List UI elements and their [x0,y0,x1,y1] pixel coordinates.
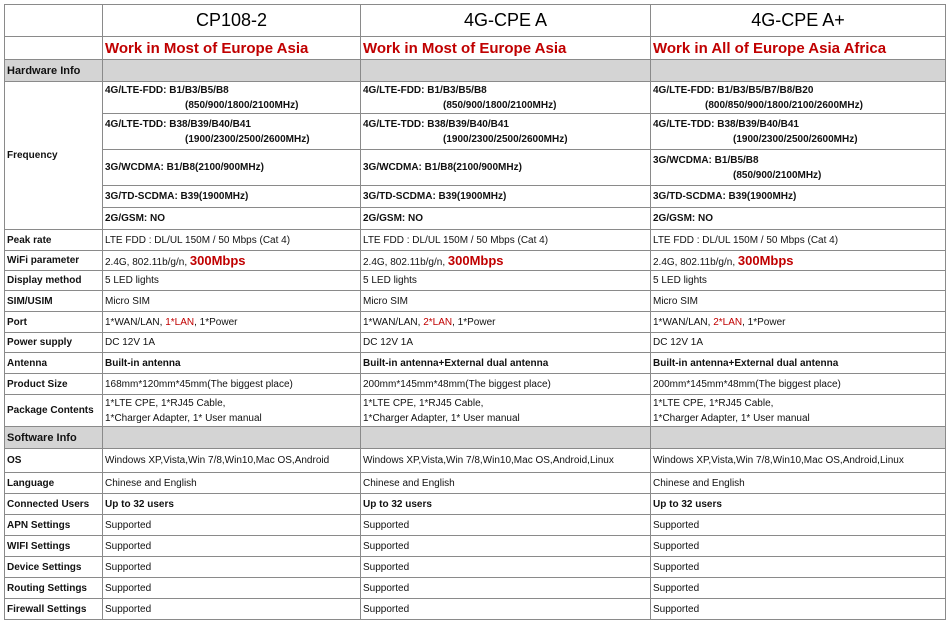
port-cell [103,312,361,333]
power-label: Power supply [5,333,103,353]
corner-cell [5,5,103,37]
column-title: 4G-CPE A [361,5,651,37]
wcdma-cell: 3G/WCDMA: B1/B8(2100/900MHz) [103,150,361,186]
wcdma-cell [651,150,946,186]
section-title: Hardware Info [5,60,103,82]
firewall-cell: Supported [103,599,361,620]
section-fill [103,427,361,449]
fdd-line: 4G/LTE-FDD: B1/B3/B5/B8 [363,84,487,96]
device-cell: Supported [361,557,651,578]
users-cell: Up to 32 users [103,494,361,515]
tdd-bands: (1900/2300/2500/2600MHz) [185,133,310,145]
fdd-line: 4G/LTE-FDD: B1/B3/B5/B7/B8/B20 [653,84,814,96]
language-row [5,473,946,494]
coverage-cell: Work in Most of Europe Asia [103,37,361,60]
device-label: Device Settings [5,557,103,578]
column-title: 4G-CPE A+ [651,5,946,37]
language-cell: Chinese and English [651,473,946,494]
tdscdma-cell: 3G/TD-SCDMA: B39(1900MHz) [651,186,946,208]
fdd-cell [103,82,361,114]
frequency-row-gsm [5,208,946,230]
tdd-bands: (1900/2300/2500/2600MHz) [733,133,858,145]
comparison-table [4,4,946,620]
tdd-line: 4G/LTE-TDD: B38/B39/B40/B41 [105,118,251,130]
apn-cell: Supported [103,515,361,536]
size-label: Product Size [5,374,103,395]
port-power: , 1*Power [194,316,238,328]
tdd-cell [361,114,651,150]
routing-cell: Supported [103,578,361,599]
gsm-cell: 2G/GSM: NO [651,208,946,230]
wcdma-cell: 3G/WCDMA: B1/B8(2100/900MHz) [361,150,651,186]
apn-cell: Supported [361,515,651,536]
port-lan: 2*LAN [713,316,743,328]
peak-rate-cell: LTE FDD : DL/UL 150M / 50 Mbps (Cat 4) [103,230,361,251]
port-lan: 1*LAN [165,316,195,328]
apn-label: APN Settings [5,515,103,536]
antenna-label: Antenna [5,353,103,374]
section-fill [103,60,361,82]
tdscdma-cell: 3G/TD-SCDMA: B39(1900MHz) [103,186,361,208]
wifi-value: 2.4G, 802.11b/g/n, [653,257,736,268]
size-cell: 200mm*145mm*48mm(The biggest place) [651,374,946,395]
package-cell [651,395,946,427]
section-fill [361,427,651,449]
sim-cell: Micro SIM [361,291,651,312]
firewall-label: Firewall Settings [5,599,103,620]
firewall-cell: Supported [651,599,946,620]
port-wan: 1*WAN/LAN, [105,316,166,328]
antenna-cell: Built-in antenna [103,353,361,374]
port-wan: 1*WAN/LAN, [363,316,424,328]
sim-cell: Micro SIM [103,291,361,312]
wifi-settings-row [5,536,946,557]
antenna-cell: Built-in antenna+External dual antenna [361,353,651,374]
os-label: OS [5,449,103,473]
power-cell: DC 12V 1A [651,333,946,353]
port-power: , 1*Power [452,316,496,328]
routing-cell: Supported [651,578,946,599]
display-label: Display method [5,271,103,291]
port-lan: 2*LAN [423,316,453,328]
frequency-label: Frequency [5,82,103,230]
frequency-row-tdscdma [5,186,946,208]
package-line: 1*Charger Adapter, 1* User manual [653,412,810,424]
display-row [5,271,946,291]
tdd-cell [651,114,946,150]
wifi-settings-label: WIFI Settings [5,536,103,557]
peak-rate-cell: LTE FDD : DL/UL 150M / 50 Mbps (Cat 4) [651,230,946,251]
frequency-row-tdd [5,114,946,150]
os-row [5,449,946,473]
device-cell: Supported [651,557,946,578]
package-row [5,395,946,427]
peak-rate-cell: LTE FDD : DL/UL 150M / 50 Mbps (Cat 4) [361,230,651,251]
firewall-cell: Supported [361,599,651,620]
port-cell [651,312,946,333]
size-cell: 168mm*120mm*45mm(The biggest place) [103,374,361,395]
section-fill [361,60,651,82]
tdd-cell [103,114,361,150]
wifi-speed: 300Mbps [737,253,794,268]
tdd-bands: (1900/2300/2500/2600MHz) [443,133,568,145]
routing-cell: Supported [361,578,651,599]
display-cell: 5 LED lights [651,271,946,291]
wifi-speed: 300Mbps [447,253,504,268]
port-label: Port [5,312,103,333]
wifi-value: 2.4G, 802.11b/g/n, [105,257,188,268]
os-cell: Windows XP,Vista,Win 7/8,Win10,Mac OS,Android [103,449,361,473]
routing-label: Routing Settings [5,578,103,599]
section-fill [651,427,946,449]
apn-row [5,515,946,536]
display-cell: 5 LED lights [103,271,361,291]
wcdma-line: 3G/WCDMA: B1/B5/B8 [653,154,759,166]
frequency-row-wcdma [5,150,946,186]
routing-row [5,578,946,599]
language-cell: Chinese and English [103,473,361,494]
tdd-line: 4G/LTE-TDD: B38/B39/B40/B41 [363,118,509,130]
wifi-value: 2.4G, 802.11b/g/n, [363,257,446,268]
gsm-cell: 2G/GSM: NO [103,208,361,230]
device-row [5,557,946,578]
display-cell: 5 LED lights [361,271,651,291]
power-cell: DC 12V 1A [361,333,651,353]
language-cell: Chinese and English [361,473,651,494]
port-power: , 1*Power [742,316,786,328]
fdd-bands: (850/900/1800/2100MHz) [443,99,557,111]
sim-label: SIM/USIM [5,291,103,312]
header-row [5,5,946,37]
size-cell: 200mm*145mm*48mm(The biggest place) [361,374,651,395]
users-row [5,494,946,515]
antenna-row [5,353,946,374]
sim-row [5,291,946,312]
port-cell [361,312,651,333]
frequency-row-fdd [5,82,946,114]
section-row-software [5,427,946,449]
users-label: Connected Users [5,494,103,515]
package-cell [103,395,361,427]
package-line: 1*LTE CPE, 1*RJ45 Cable, [105,397,226,409]
users-cell: Up to 32 users [651,494,946,515]
power-cell: DC 12V 1A [103,333,361,353]
os-cell: Windows XP,Vista,Win 7/8,Win10,Mac OS,Android,Linux [361,449,651,473]
size-row [5,374,946,395]
apn-cell: Supported [651,515,946,536]
wifi-settings-cell: Supported [361,536,651,557]
wifi-settings-cell: Supported [103,536,361,557]
section-title: Software Info [5,427,103,449]
peak-rate-row [5,230,946,251]
tdd-line: 4G/LTE-TDD: B38/B39/B40/B41 [653,118,799,130]
wifi-settings-cell: Supported [651,536,946,557]
fdd-line: 4G/LTE-FDD: B1/B3/B5/B8 [105,84,229,96]
section-fill [651,60,946,82]
wifi-cell [103,251,361,271]
package-line: 1*Charger Adapter, 1* User manual [105,412,262,424]
port-wan: 1*WAN/LAN, [653,316,714,328]
peak-rate-label: Peak rate [5,230,103,251]
wifi-speed: 300Mbps [189,253,246,268]
wifi-label: WiFi parameter [5,251,103,271]
package-line: 1*LTE CPE, 1*RJ45 Cable, [653,397,774,409]
firewall-row [5,599,946,620]
empty-cell [5,37,103,60]
sim-cell: Micro SIM [651,291,946,312]
column-title: CP108-2 [103,5,361,37]
package-cell [361,395,651,427]
fdd-bands: (800/850/900/1800/2100/2600MHz) [705,99,863,111]
package-label: Package Contents [5,395,103,427]
language-label: Language [5,473,103,494]
tdscdma-cell: 3G/TD-SCDMA: B39(1900MHz) [361,186,651,208]
fdd-cell [651,82,946,114]
users-cell: Up to 32 users [361,494,651,515]
coverage-cell: Work in Most of Europe Asia [361,37,651,60]
device-cell: Supported [103,557,361,578]
power-row [5,333,946,353]
section-row-hardware [5,60,946,82]
package-line: 1*LTE CPE, 1*RJ45 Cable, [363,397,484,409]
antenna-cell: Built-in antenna+External dual antenna [651,353,946,374]
os-cell: Windows XP,Vista,Win 7/8,Win10,Mac OS,Android,Linux [651,449,946,473]
coverage-cell: Work in All of Europe Asia Africa [651,37,946,60]
coverage-row [5,37,946,60]
wcdma-bands: (850/900/2100MHz) [733,169,822,181]
wifi-cell [361,251,651,271]
port-row [5,312,946,333]
fdd-bands: (850/900/1800/2100MHz) [185,99,299,111]
package-line: 1*Charger Adapter, 1* User manual [363,412,520,424]
wifi-row [5,251,946,271]
wifi-cell [651,251,946,271]
fdd-cell [361,82,651,114]
gsm-cell: 2G/GSM: NO [361,208,651,230]
